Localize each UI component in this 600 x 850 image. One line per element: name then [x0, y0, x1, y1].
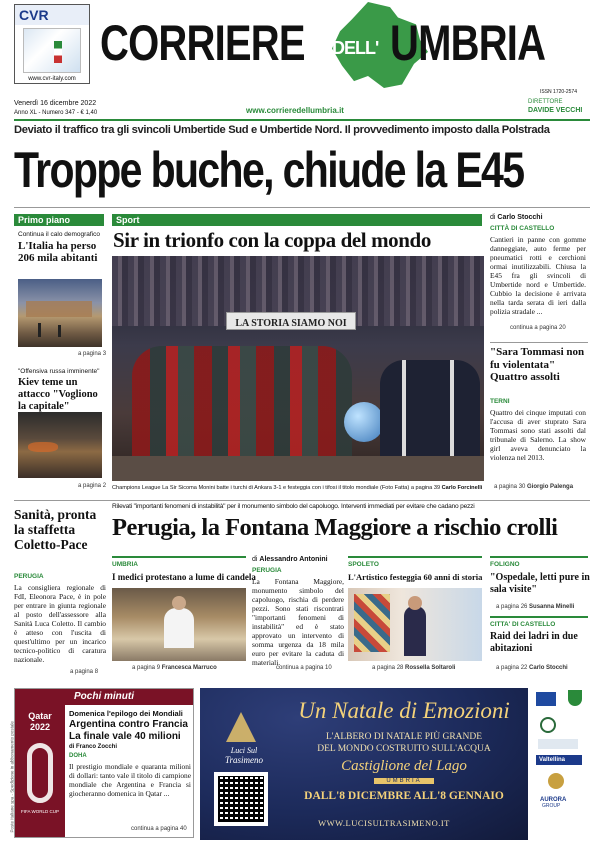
- sponsor-column: [532, 688, 590, 840]
- qatar-more[interactable]: continua a pagina 40: [131, 826, 187, 832]
- e45-byline-prefix: di: [490, 214, 496, 221]
- ad-title: Un Natale di Emozioni: [298, 698, 510, 723]
- cvr-logo-box: [14, 4, 90, 84]
- sponsor-crest-icon: [568, 690, 582, 706]
- ad-qr-code[interactable]: [214, 772, 268, 826]
- e45-place: CITTÀ DI CASTELLO: [490, 225, 555, 232]
- sponsor-b: AURORA: [540, 797, 567, 803]
- pp-item2-photo: [18, 412, 102, 478]
- caption-more[interactable]: a pagina 39: [410, 485, 441, 491]
- spine-text: Poste Italiane spa - Spedizione in abbonamento postale: [9, 721, 15, 833]
- ad-logo-line1: Luci Sul: [230, 746, 258, 755]
- artistico-section: SPOLETO: [348, 561, 379, 568]
- fontana-kicker: Rilevati "importanti fenomeni di instabilità" per il monumento simbolo del capoluogo. Interventi immediati per evitare che cadano pezzi: [112, 503, 475, 510]
- ad-dates: DALL'8 DICEMBRE ALL'8 GENNAIO: [304, 790, 504, 802]
- tommasi-place: TERNI: [490, 398, 510, 405]
- officials: [380, 360, 480, 460]
- caption-text: Champions League La Sir Sicoma Monini batte i turchi di Ankara 3-1 e festeggia con i tifosi il titolo mondiale (Foto Fatta): [112, 485, 410, 491]
- fontana-byline-name: Alessandro Antonini: [259, 556, 328, 563]
- tommasi-rule: [490, 342, 588, 343]
- artistico-rule: [348, 556, 482, 558]
- foligno-section: FOLIGNO: [490, 561, 520, 568]
- ad-tree-icon: [226, 712, 256, 742]
- lead-headline[interactable]: Troppe buche, chiude la E45: [14, 142, 524, 198]
- artistico-title[interactable]: L'Artistico festeggia 60 anni di storia: [348, 572, 483, 582]
- qatar-place: DOHA: [69, 753, 87, 759]
- ad-logo-line2: Trasimeno: [224, 755, 263, 765]
- medici-more-link[interactable]: a pagina 9: [132, 665, 161, 671]
- ladri-title[interactable]: Raid dei ladri in due abitazioni: [490, 631, 578, 654]
- qatar-footer: FIFA WORLD CUP: [20, 809, 59, 814]
- title-dell: DELL': [332, 38, 379, 58]
- qatar-logo-shape: [27, 743, 53, 803]
- fontana-headline[interactable]: Perugia, la Fontana Maggiore a rischio crolli: [112, 514, 558, 541]
- medici-section: UMBRIA: [112, 561, 138, 568]
- masthead-issn: ISSN 1720-2574: [540, 89, 577, 95]
- masthead-title: [100, 14, 590, 74]
- fontana-place: PERUGIA: [252, 567, 282, 574]
- e45-body: Cantieri in panne con gomme danneggiate, auto ferme per pneumatici rotti e cerchioni ormai inutilizzabili. Chiusa la E45 fra gli svincoli di Umbertide nord e Umbertide. Cubbio la decisione è arrivata nella tarda serata di ieri dalla polizia stradale ...: [490, 235, 586, 316]
- sport-headline[interactable]: Sir in trionfo con la coppa del mondo: [113, 228, 431, 252]
- tommasi-more: [494, 484, 573, 490]
- medici-more: [132, 665, 217, 671]
- ad-line2: DEL MONDO COSTRUITO SULL'ACQUA: [317, 744, 491, 754]
- sanita-body: La consigliera regionale di FdI, Eleonora Pace, è in pole per entrare in giunta regionale al posto dell'assessore alla Sanità Luca Coletto. Il cambio è atteso con l'uscita di quest'ultimo per un incarico tecnico-politico di caratura nazionale.: [14, 583, 106, 664]
- pp-item1-photo: [18, 279, 102, 347]
- masthead-rule: [14, 119, 590, 121]
- pp-item2-more[interactable]: a pagina 2: [78, 483, 107, 489]
- medici-rule: [112, 556, 246, 558]
- court-floor: [112, 456, 484, 481]
- e45-byline: [490, 214, 590, 223]
- sport-bar: Sport: [112, 214, 482, 226]
- cvr-url: www.cvr-italy.com: [28, 76, 76, 82]
- pp-item2-title[interactable]: Kiev teme un attacco "Vogliono la capitale": [18, 377, 98, 412]
- foligno-more: [496, 604, 574, 610]
- e45-byline-name: Carlo Stocchi: [497, 214, 543, 221]
- stadium-banner: [226, 312, 356, 330]
- masthead-date: Venerdì 16 dicembre 2022: [14, 100, 97, 107]
- qatar-banner: Pochi minuti: [15, 689, 193, 705]
- sponsor-emblem-icon: [540, 717, 556, 733]
- artistico-more: [372, 665, 455, 671]
- ladri-author: Carlo Stocchi: [529, 665, 568, 671]
- artistico-author: Rossella Soltaroli: [405, 665, 456, 671]
- foligno-title[interactable]: "Ospedale, letti pure in sala visite": [490, 572, 590, 595]
- masthead-website[interactable]: www.corrieredellumbria.it: [246, 106, 344, 115]
- banner-text: LA STORIA SIAMO NOI: [235, 318, 347, 329]
- cvr-image: [23, 28, 81, 73]
- director-name: DAVIDE VECCHI: [528, 107, 583, 114]
- ladri-section: CITTA' DI CASTELLO: [490, 621, 556, 628]
- fontana-byline: [252, 556, 328, 565]
- masthead-issue: Anno XL - Numero 347 - € 1,40: [14, 110, 98, 116]
- trophy-globe: [344, 402, 384, 442]
- foligno-more-link[interactable]: a pagina 26: [496, 604, 528, 610]
- foligno-rule: [490, 556, 588, 558]
- qatar-byline: di Franco Zocchi: [69, 744, 118, 750]
- sport-photo: [112, 256, 484, 481]
- cvr-logo: CVR: [15, 5, 89, 25]
- fontana-more[interactable]: continua a pagina 10: [276, 665, 332, 671]
- e45-more[interactable]: continua a pagina 20: [510, 325, 566, 331]
- sanita-title[interactable]: Sanità, pronta la staffetta Coletto-Pace: [14, 507, 97, 552]
- medici-photo: [112, 588, 246, 661]
- title-right: UMBRIA: [390, 15, 546, 71]
- medici-author: Francesca Marruco: [161, 665, 217, 671]
- christmas-ad[interactable]: [200, 688, 528, 840]
- qatar-kicker: Domenica l'epilogo dei Mondiali: [69, 709, 183, 718]
- sponsor-a: Valtellina: [536, 755, 582, 765]
- medici-title[interactable]: I medici protestano a lume di candela: [112, 572, 256, 582]
- tommasi-body: Quattro dei cinque imputati con l'accusa di aver stuprato Sara Tommasi sono stati assolti dal tribunale di Salerno. La show girl aveva denunciato la violenza nel 2013.: [490, 408, 586, 462]
- sponsor-round-icon: [548, 773, 564, 789]
- tommasi-title[interactable]: "Sara Tommasi non fu violentata" Quattro assolti: [490, 346, 585, 383]
- director-label: DIRETTORE: [528, 99, 563, 105]
- pp-item1-more[interactable]: a pagina 3: [78, 351, 107, 357]
- artistico-more-link[interactable]: a pagina 28: [372, 665, 404, 671]
- caption-author: Carlo Forcinelli: [441, 485, 483, 491]
- sponsor-eu-flag: [536, 692, 556, 706]
- pp-item2-kicker: "Offensiva russa imminente": [18, 368, 100, 375]
- ad-place: Castiglione del Lago: [341, 758, 467, 774]
- sanita-place: PERUGIA: [14, 573, 44, 580]
- pp-item1-kicker: Continua il calo demografico: [18, 231, 101, 238]
- ladri-rule: [490, 616, 588, 618]
- primo-piano-bar: Primo piano: [14, 214, 104, 226]
- sanita-more[interactable]: a pagina 8: [70, 669, 99, 675]
- qatar-box: [14, 688, 194, 838]
- sport-caption: [112, 484, 484, 493]
- fontana-body: La Fontana Maggiore, monumento simbolo del capoluogo, rischia di perdere pezzi. Sono stati riscontrati "importanti fenomeni di instabilità" ed è stato approvato un intervento di somma urgenza da 18 mila euro per evitare la caduta di materiali.: [252, 577, 344, 667]
- tommasi-more-link[interactable]: a pagina 30: [494, 484, 526, 490]
- pp-item1-title[interactable]: L'Italia ha perso 206 mila abitanti: [18, 240, 98, 264]
- ad-line1: L'ALBERO DI NATALE PIÙ GRANDE: [325, 732, 483, 742]
- artistico-photo: [348, 588, 482, 661]
- fontana-byline-prefix: di: [252, 556, 258, 563]
- qatar-event: Qatar 2022: [28, 711, 52, 732]
- mid-rule: [14, 500, 590, 501]
- ad-website[interactable]: WWW.LUCISULTRASIMENO.IT: [318, 818, 450, 828]
- ladri-more: [496, 665, 568, 671]
- lead-rule: [14, 207, 590, 208]
- foligno-author: Susanna Minelli: [529, 604, 575, 610]
- sponsor-c: GROUP: [542, 803, 561, 809]
- lead-kicker: Deviato il traffico tra gli svincoli Umbertide Sud e Umbertide Nord. Il provvedimento imposto dalla Polstrada: [14, 124, 550, 136]
- tommasi-author: Giorgio Palenga: [527, 484, 574, 490]
- ladri-more-link[interactable]: a pagina 22: [496, 665, 528, 671]
- qatar-emblem: [15, 705, 65, 837]
- ad-region: UMBRIA: [374, 778, 434, 784]
- team-group: [132, 346, 352, 456]
- title-left: CORRIERE: [100, 15, 305, 71]
- sponsor-logo-icon: [538, 739, 578, 749]
- qatar-body: Il prestigio mondiale e quaranta milioni di dollari: tanto vale il titolo di campione mondiale che Argentina e Francia si giocheranno domenica in Qatar ...: [69, 762, 191, 798]
- qatar-title[interactable]: Argentina contro Francia La finale vale 40 milioni: [69, 719, 188, 742]
